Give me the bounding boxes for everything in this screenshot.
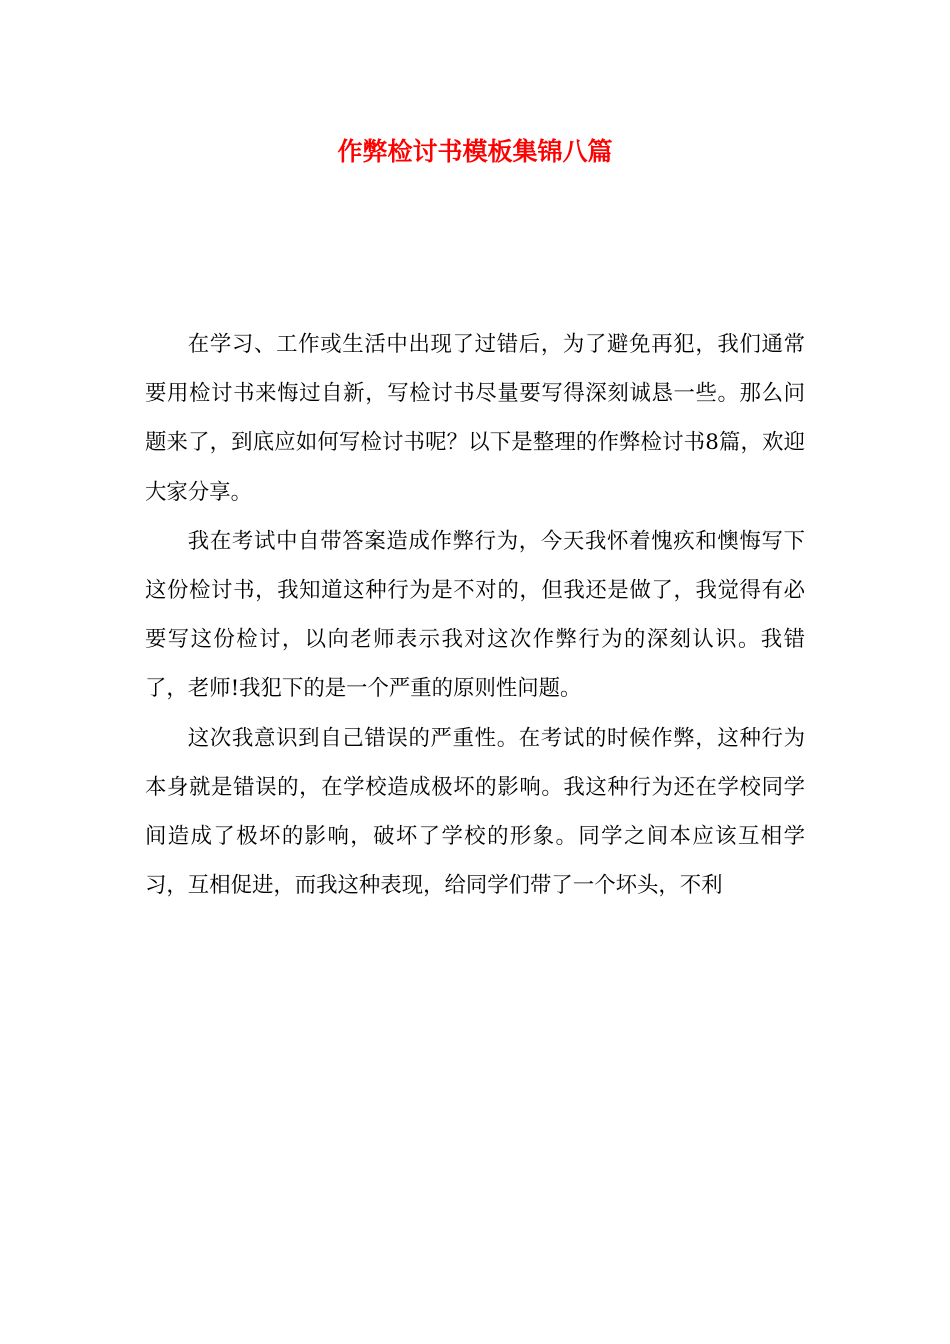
document-body <box>145 320 805 910</box>
paragraph-reflection: 这次我意识到自己错误的严重性。在考试的时候作弊，这种行为本身就是错误的，在学校造成极坏的影响。我这种行为还在学校同学间造成了极坏的影响，破坏了学校的形象。同学之间本应该互相学习，互相促进，而我这种表现，给同学们带了一个坏头，不利 <box>145 725 805 899</box>
paragraph-intro: 在学习、工作或生活中出现了过错后，为了避免再犯，我们通常要用检讨书来悔过自新，写检讨书尽量要写得深刻诚恳一些。那么问题来了，到底应如何写检讨书呢？以下是整理的作弊检讨书8篇，欢迎大家分享。 <box>145 332 805 505</box>
paragraph-confession: 我在考试中自带答案造成作弊行为，今天我怀着愧疚和懊悔写下这份检讨书，我知道这种行为是不对的，但我还是做了，我觉得有必要写这份检讨，以向老师表示我对这次作弊行为的深刻认识。我错了，老师!我犯下的是一个严重的原则性问题。 <box>145 528 805 702</box>
document-title: 作弊检讨书模板集锦八篇 <box>337 137 613 166</box>
